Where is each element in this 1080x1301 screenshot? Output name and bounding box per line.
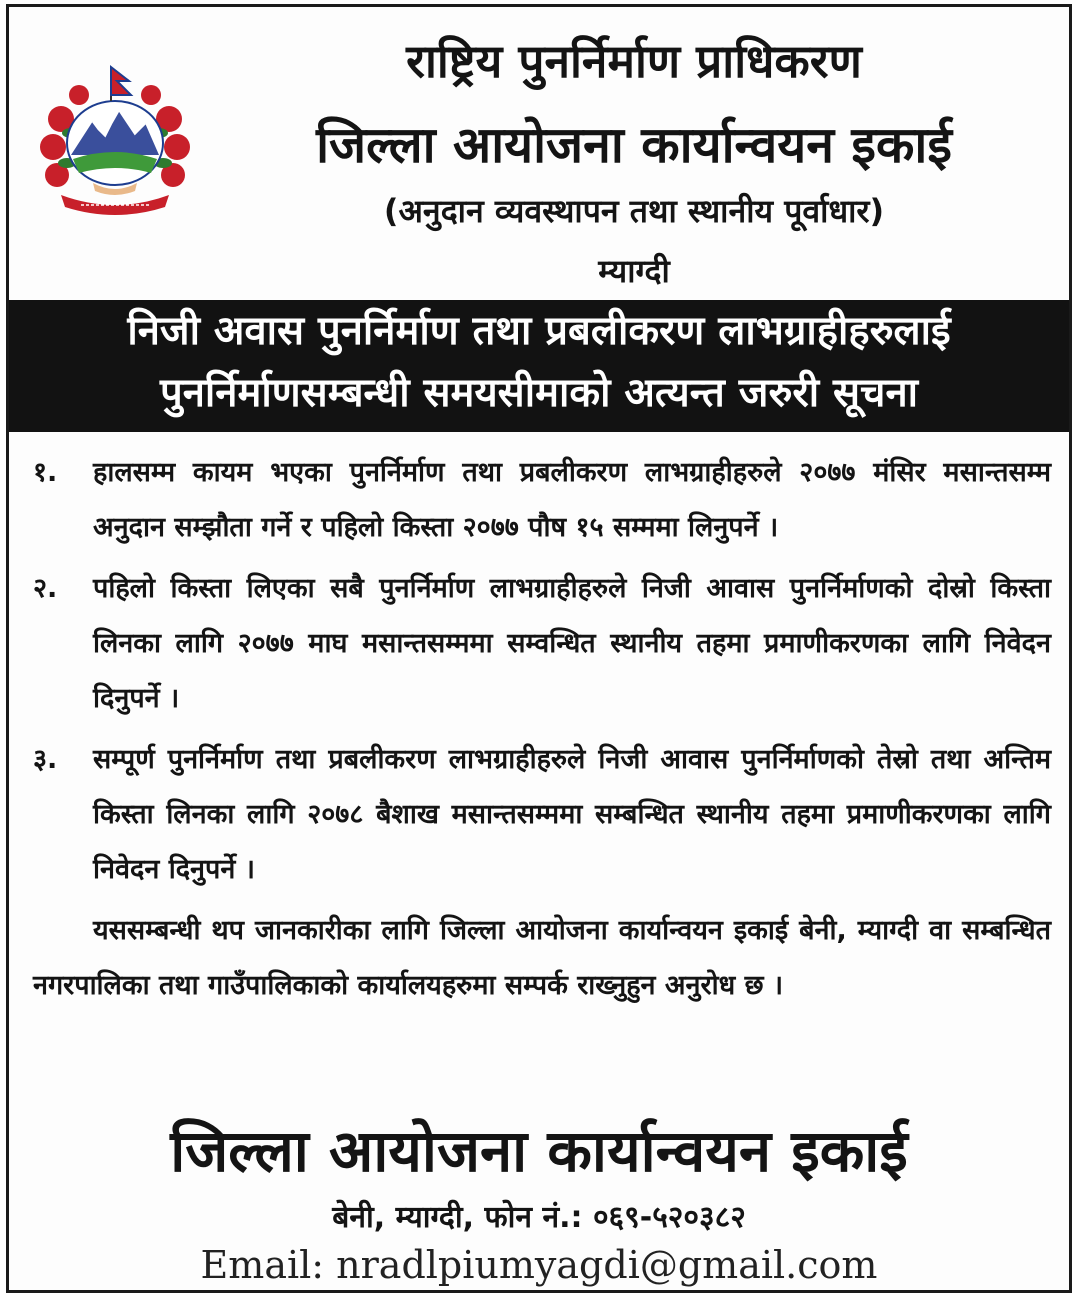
- unit-subtitle: (अनुदान व्यवस्थापन तथा स्थानीय पूर्वाधार): [383, 192, 885, 230]
- notice-title-line-2: पुनर्निर्माणसम्बन्धी समयसीमाको अत्यन्त जरुरी सूचना: [159, 370, 919, 416]
- notice-frame: [6, 4, 1072, 1293]
- notice-body: [33, 445, 1051, 1013]
- item-number: २.: [33, 573, 58, 604]
- item-text: पहिलो किस्ता लिएका सबै पुनर्निर्माण लाभग्राहीहरुले निजी आवास पुनर्निर्माणको दोस्रो किस्ता लिनका लागि २०७७ माघ मसान्तसम्ममा सम्वन्धित स्थानीय तहमा प्रमाणीकरणका लागि निवेदन दिनुपर्ने ।: [93, 573, 1051, 714]
- footer-unit-name: जिल्ला आयोजना कार्यान्वयन इकाई: [170, 1117, 908, 1185]
- footer-email: Email: nradlpiumyagdi@gmail.com: [200, 1243, 878, 1287]
- authority-name: राष्ट्रिय पुनर्निर्माण प्राधिकरण: [406, 34, 862, 88]
- notice-item: [33, 732, 1051, 897]
- footer-address: बेनी, म्याग्दी, फोन नं.: ०६९-५२०३८२: [332, 1200, 746, 1235]
- notice-item: [33, 445, 1051, 555]
- item-text: हालसम्म कायम भएका पुनर्निर्माण तथा प्रबलीकरण लाभग्राहीहरुले २०७७ मंसिर मसान्तसम्म अनुदान सम्झौता गर्ने र पहिलो किस्ता २०७७ पौष १५ सम्ममा लिनुपर्ने ।: [93, 457, 1051, 543]
- notice-title-banner: [9, 300, 1069, 432]
- item-number: १.: [33, 457, 58, 488]
- item-number: ३.: [33, 744, 58, 775]
- notice-item: [33, 561, 1051, 726]
- notice-title-line-1: निजी अवास पुनर्निर्माण तथा प्रबलीकरण लाभग्राहीहरुलाई: [127, 308, 951, 354]
- notice-header: [9, 7, 1069, 297]
- district-name: म्याग्दी: [598, 252, 670, 290]
- nepal-government-emblem-icon: [31, 59, 199, 224]
- unit-name: जिल्ला आयोजना कार्यान्वयन इकाई: [316, 116, 952, 174]
- closing-paragraph: यससम्बन्धी थप जानकारीका लागि जिल्ला आयोजना कार्यान्वयन इकाई बेनी, म्याग्दी वा सम्बन्धित नगरपालिका तथा गाउँपालिकाको कार्यालयहरुमा सम्पर्क राख्नुहुन अनुरोध छ ।: [33, 915, 1051, 1001]
- item-text: सम्पूर्ण पुनर्निर्माण तथा प्रबलीकरण लाभग्राहीहरुले निजी आवास पुनर्निर्माणको तेस्रो तथा अन्तिम किस्ता लिनका लागि २०७८ बैशाख मसान्तसम्ममा सम्बन्धित स्थानीय तहमा प्रमाणीकरणका लागि निवेदन दिनुपर्ने ।: [93, 744, 1051, 885]
